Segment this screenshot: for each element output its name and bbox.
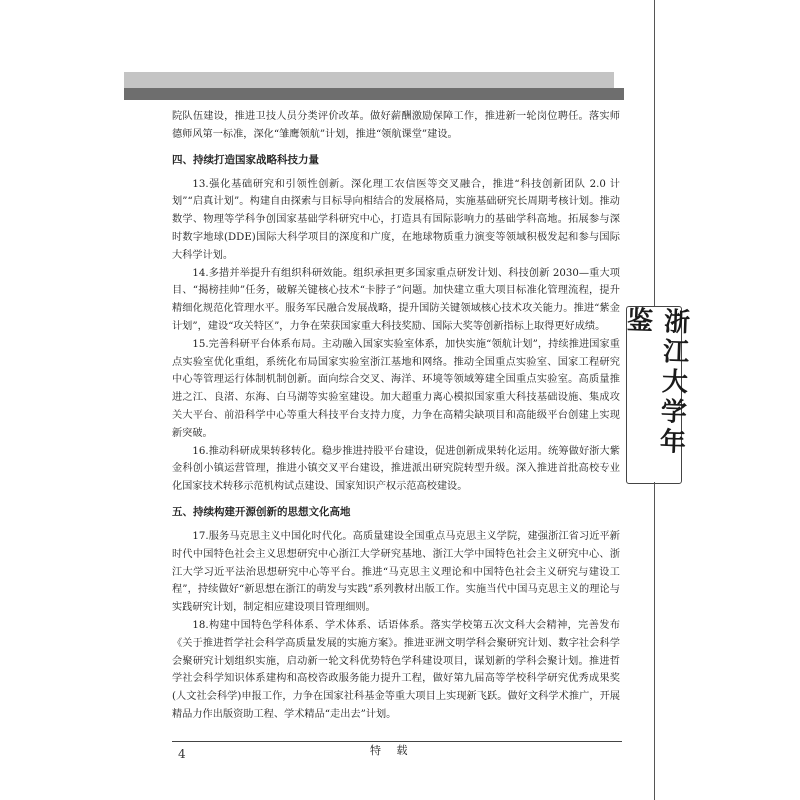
body-paragraph: 18.构建中国特色学科体系、学术体系、话语体系。落实学校第五次文科大会精神，完善发布《关于推进哲学社会科学高质量发展的实施方案》。推进亚洲文明学科会聚研究计划、数字社会科学会聚研究计划组织实施，启动新一轮文科优势特色学科建设项目，谋划新的学科会聚计划。推进哲学社会科学知识体系建构和高校咨政服务能力提升工程，做好第九届高等学校科学研究优秀成果奖(人文社会科学)申报工作，力争在国家社科基金等重大项目上实现新飞跃。做好文科学术推广，开展精品力作出版资助工程、学术精品“走出去”计划。: [172, 619, 620, 720]
side-rule-top: [654, 0, 655, 306]
body-paragraph: 13.强化基础研究和引领性创新。深化理工农信医等交叉融合，推进“科技创新团队 2.0 计划”“启真计划”。构建自由探索与目标导向相结合的发展格局，实施基础研究长周期考核计划。推动数学、物理等学科争创国家基础学科研究中心，打造具有国际影响力的基础学科高地。拓展参与深时数字地球(DDE)国际大科学项目的深度和广度，在地球物质重力演变等领域积极发起和参与国际大科学计划。: [172, 178, 620, 261]
body-paragraph: 15.完善科研平台体系布局。主动融入国家实验室体系，加快实施“领航计划”，持续推进国家重点实验室优化重组，系统化布局国家实验室浙江基地和网络。推动全国重点实验室、国家工程研究中心等管理运行体制机制创新。面向综合交叉、海洋、环境等领域筹建全国重点实验室。高质量推进之江、良渚、东海、白马湖等实验室建设。加大超重力离心模拟国家重大科技基础设施、集成攻关大平台、前沿科学中心等重大科技平台支持力度，力争在高精尖缺项目和高能级平台创建上实现新突破。: [172, 338, 620, 439]
document-body: [172, 108, 620, 724]
body-paragraph: 14.多措并举提升有组织科研效能。组织承担更多国家重点研发计划、科技创新 2030—重大项目、“揭榜挂帅”任务，破解关键核心技术“卡脖子”问题。加快建立重大项目标准化管理流程，提升精细化规范化管理水平。服务军民融合发展战略，提升国防关键领域核心技术攻关能力。推进“紫金计划”，建设“攻关特区”，力争在荣获国家重大科技奖励、国际大奖等创新指标上取得更好成绩。: [172, 267, 620, 332]
section-heading: 四、持续打造国家战略科技力量: [172, 153, 319, 166]
header-bar-dark: [124, 88, 624, 100]
side-title: 浙江大学年鉴: [622, 305, 691, 459]
body-paragraph: 院队伍建设，推进卫技人员分类评价改革。做好薪酬激励保障工作，推进新一轮岗位聘任。落实师德师风第一标准，深化“雏鹰领航”计划，推进“领航课堂”建设。: [172, 111, 620, 140]
footer-section-label: 特 载: [370, 744, 414, 757]
side-title-box: [622, 305, 691, 484]
header-bar-light: [124, 72, 614, 88]
page-number: 4: [178, 747, 186, 761]
side-rule-bottom: [654, 482, 655, 800]
body-paragraph: 16.推动科研成果转移转化。稳步推进持股平台建设，促进创新成果转化运用。统筹做好浙大紫金科创小镇运营管理，推进小镇交叉平台建设，推进派出研究院转型升级。深入推进首批高校专业化国家技术转移示范机构试点建设、国家知识产权示范高校建设。: [172, 445, 620, 493]
section-heading: 五、持续构建开源创新的思想文化高地: [172, 505, 351, 518]
body-paragraph: 17.服务马克思主义中国化时代化。高质量建设全国重点马克思主义学院，建强浙江省习近平新时代中国特色社会主义思想研究中心浙江大学研究基地、浙江大学中国特色社会主义研究中心、浙江大学习近平法治思想研究中心等平台。推进“马克思主义理论和中国特色社会主义研究与建设工程”，持续做好“新思想在浙江的萌发与实践”系列教材出版工作。实施当代中国马克思主义的理论与实践研究计划，制定相应建设项目管理细则。: [172, 530, 620, 614]
